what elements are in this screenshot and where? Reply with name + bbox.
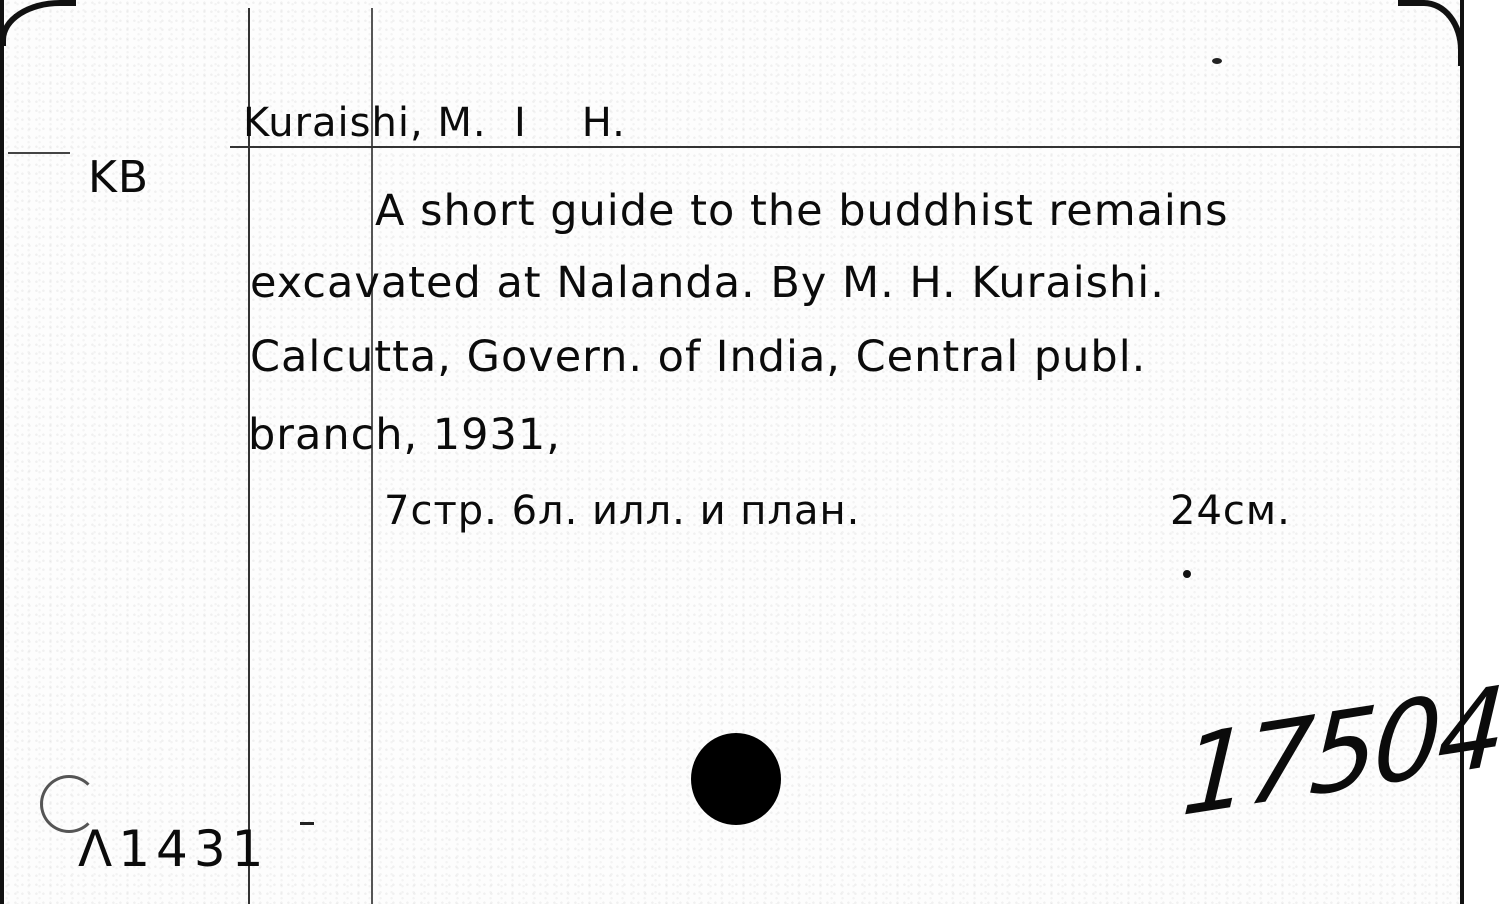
handwritten-accession-number: 17504	[1178, 663, 1505, 842]
pencil-tick-mark	[300, 822, 314, 825]
card-corner-top-right	[1398, 0, 1464, 66]
call-number: KB	[88, 152, 150, 203]
size-note: 24см.	[1170, 488, 1291, 534]
punch-hole	[691, 733, 781, 825]
collation-line: 7стр. 6л. илл. и план.	[384, 488, 861, 534]
imprint-line: Calcutta, Govern. of India, Central publ.	[250, 332, 1147, 382]
ruled-callno-line	[8, 152, 70, 154]
ruled-heading-line	[230, 146, 1460, 148]
imprint-line-2: branch, 1931,	[248, 410, 561, 460]
title-line-1: A short guide to the buddhist remains	[375, 186, 1229, 236]
ink-speck	[1212, 58, 1222, 64]
author-heading: Kuraishi, M. I H.	[243, 100, 626, 146]
card-edge-left	[0, 0, 4, 904]
card-corner-top-left	[0, 0, 76, 46]
title-line-2: excavated at Nalanda. By M. H. Kuraishi.	[250, 258, 1165, 308]
inventory-number: Λ1431	[78, 820, 270, 878]
ink-dot	[1183, 570, 1191, 578]
